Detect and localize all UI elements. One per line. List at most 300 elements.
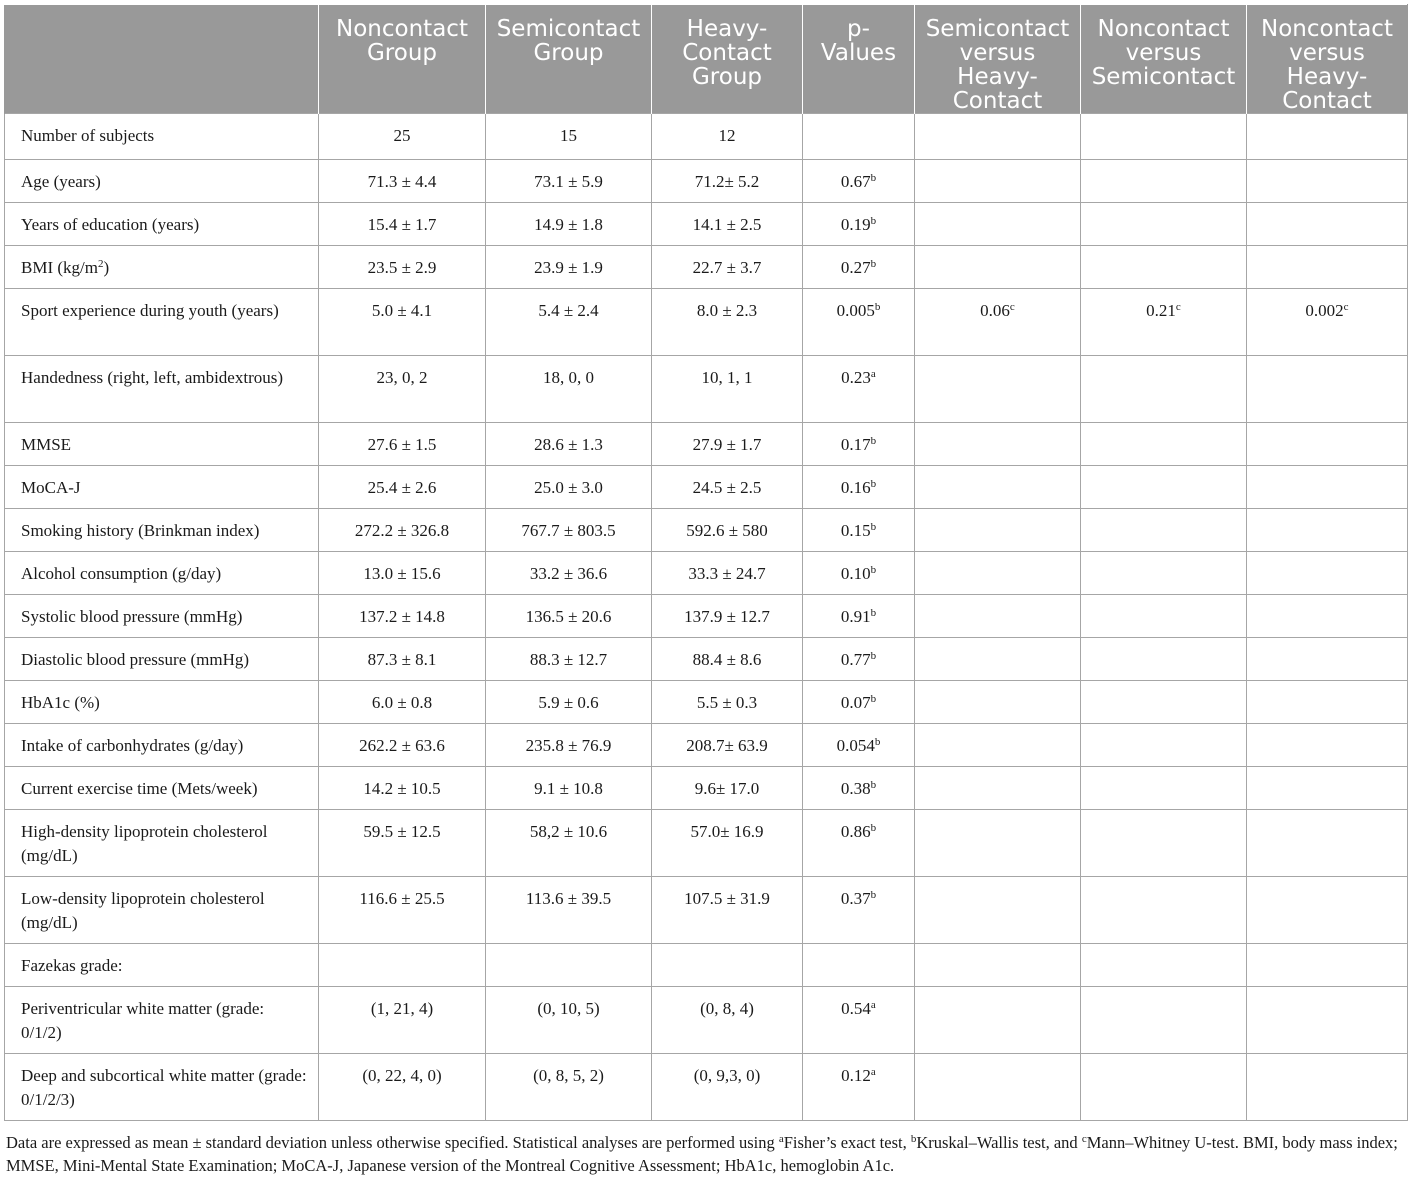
heavy-contact-cell (652, 203, 803, 246)
test-superscript: a (870, 368, 876, 380)
semi-vs-heavy-cell (915, 160, 1081, 203)
noncontact-cell (319, 944, 486, 987)
cell-value: 14.9 ± 1.8 (534, 215, 603, 234)
row-label-text: MoCA-J (21, 478, 81, 497)
cell-value: 5.9 ± 0.6 (538, 693, 599, 712)
table-row (5, 466, 1408, 509)
noncontact-cell (319, 810, 486, 877)
test-superscript: b (870, 478, 877, 490)
heavy-contact-cell (652, 246, 803, 289)
semi-vs-heavy-cell (915, 203, 1081, 246)
semicontact-cell (486, 944, 652, 987)
noncontact-cell (319, 767, 486, 810)
test-superscript: b (870, 258, 877, 270)
non-vs-heavy-cell (1247, 203, 1408, 246)
row-label (5, 246, 319, 289)
cell-value: 137.2 ± 14.8 (359, 607, 445, 626)
row-label (5, 944, 319, 987)
non-vs-semi-cell (1081, 724, 1247, 767)
cell-value: 0.91 (840, 607, 871, 626)
semi-vs-heavy-cell (915, 767, 1081, 810)
cell-value: 71.3 ± 4.4 (367, 172, 437, 191)
semicontact-cell (486, 877, 652, 944)
heavy-contact-cell (652, 509, 803, 552)
cell-value: 25.0 ± 3.0 (534, 478, 603, 497)
non-vs-semi-cell (1081, 289, 1247, 356)
cell-value: 0.38 (840, 779, 871, 798)
semicontact-cell (486, 246, 652, 289)
header-line: Noncontact (1261, 16, 1393, 42)
cell-value: 0.86 (840, 822, 871, 841)
non-vs-semi-cell (1081, 877, 1247, 944)
row-label-text: Fazekas grade: (21, 956, 123, 975)
noncontact-cell (319, 114, 486, 160)
test-superscript: b (870, 215, 877, 227)
noncontact-cell (319, 466, 486, 509)
cell-value: 73.1 ± 5.9 (534, 172, 603, 191)
cell-value: 87.3 ± 8.1 (367, 650, 437, 669)
p-value-cell (803, 987, 915, 1054)
noncontact-cell (319, 1054, 486, 1121)
header-line: Heavy- (957, 64, 1038, 90)
noncontact-cell (319, 552, 486, 595)
cell-value: 272.2 ± 326.8 (354, 521, 450, 540)
noncontact-cell (319, 724, 486, 767)
cell-value: 0.67 (840, 172, 871, 191)
cell-value: 88.3 ± 12.7 (529, 650, 608, 669)
cell-value: 116.6 ± 25.5 (359, 889, 445, 908)
non-vs-heavy-cell (1247, 356, 1408, 423)
cell-value: 24.5 ± 2.5 (692, 478, 762, 497)
row-label (5, 638, 319, 681)
cell-value: 0.054 (836, 736, 875, 755)
cell-value: (0, 8, 4) (700, 999, 754, 1018)
row-label (5, 466, 319, 509)
header-line: versus (1125, 40, 1202, 66)
test-superscript: b (870, 779, 877, 791)
cell-value: 136.5 ± 20.6 (525, 607, 612, 626)
row-label-text: Deep and subcortical white matter (grade: 0/1/2/3) (21, 1066, 307, 1109)
heavy-contact-cell (652, 552, 803, 595)
heavy-contact-cell (652, 724, 803, 767)
semi-vs-heavy-cell (915, 1054, 1081, 1121)
table-row (5, 356, 1408, 423)
semicontact-cell (486, 638, 652, 681)
non-vs-heavy-cell (1247, 681, 1408, 724)
header-non-vs-heavy (1247, 5, 1408, 114)
semi-vs-heavy-cell (915, 810, 1081, 877)
table-row (5, 1054, 1408, 1121)
cell-value: 22.7 ± 3.7 (692, 258, 762, 277)
header-line: Group (366, 40, 438, 66)
test-superscript: b (870, 693, 877, 705)
cell-value: 88.4 ± 8.6 (692, 650, 762, 669)
heavy-contact-cell (652, 638, 803, 681)
semi-vs-heavy-cell (915, 114, 1081, 160)
p-value-cell (803, 1054, 915, 1121)
table-row (5, 767, 1408, 810)
header-heavy-contact (652, 5, 803, 114)
non-vs-semi-cell (1081, 552, 1247, 595)
row-label (5, 423, 319, 466)
non-vs-semi-cell (1081, 203, 1247, 246)
table-row (5, 810, 1408, 877)
heavy-contact-cell (652, 987, 803, 1054)
heavy-contact-cell (652, 160, 803, 203)
cell-value: 208.7± 63.9 (686, 736, 768, 755)
cell-value: 137.9 ± 12.7 (684, 607, 770, 626)
row-label-text: Systolic blood pressure (mmHg) (21, 607, 243, 626)
demographics-table (4, 4, 1408, 1121)
p-value-cell (803, 289, 915, 356)
cell-value: (0, 9,3, 0) (693, 1066, 761, 1085)
cell-value: 0.21 (1146, 301, 1176, 320)
header-line: Semicontact (1091, 64, 1236, 90)
non-vs-heavy-cell (1247, 246, 1408, 289)
semi-vs-heavy-cell (915, 987, 1081, 1054)
row-label (5, 114, 319, 160)
semicontact-cell (486, 767, 652, 810)
semicontact-cell (486, 810, 652, 877)
cell-value: 0.77 (840, 650, 871, 669)
heavy-contact-cell (652, 466, 803, 509)
table-row (5, 681, 1408, 724)
cell-value: 9.1 ± 10.8 (534, 779, 603, 798)
heavy-contact-cell (652, 944, 803, 987)
p-value-cell (803, 595, 915, 638)
non-vs-semi-cell (1081, 944, 1247, 987)
p-value-cell (803, 767, 915, 810)
cell-value: 0.15 (840, 521, 871, 540)
label-suffix: ) (103, 258, 110, 277)
header-semi-vs-heavy (915, 5, 1081, 114)
p-value-cell (803, 810, 915, 877)
header-semicontact (486, 5, 652, 114)
cell-value: 107.5 ± 31.9 (684, 889, 770, 908)
non-vs-heavy-cell (1247, 1054, 1408, 1121)
semicontact-cell (486, 552, 652, 595)
cell-value: 0.27 (840, 258, 871, 277)
label-superscript: 2 (97, 258, 104, 270)
non-vs-semi-cell (1081, 987, 1247, 1054)
non-vs-heavy-cell (1247, 423, 1408, 466)
row-label-text: Low-density lipoprotein cholesterol (mg/dL) (21, 889, 265, 932)
heavy-contact-cell (652, 877, 803, 944)
header-row (5, 5, 1408, 114)
test-superscript: c (1343, 301, 1349, 313)
semicontact-cell (486, 423, 652, 466)
test-superscript: b (870, 889, 877, 901)
non-vs-semi-cell (1081, 810, 1247, 877)
cell-value: 8.0 ± 2.3 (696, 301, 758, 320)
cell-value: 14.2 ± 10.5 (363, 779, 441, 798)
row-label-text: Number of subjects (21, 126, 155, 145)
heavy-contact-cell (652, 356, 803, 423)
test-superscript: c (1175, 301, 1181, 313)
table-row (5, 114, 1408, 160)
row-label (5, 877, 319, 944)
header-line: p- (847, 16, 870, 42)
p-value-cell (803, 160, 915, 203)
p-value-cell (803, 552, 915, 595)
p-value-cell (803, 724, 915, 767)
test-superscript: b (874, 736, 881, 748)
noncontact-cell (319, 638, 486, 681)
cell-value: 0.19 (840, 215, 871, 234)
cell-value: (0, 8, 5, 2) (533, 1066, 604, 1085)
row-label (5, 681, 319, 724)
test-superscript: a (870, 1066, 876, 1078)
noncontact-cell (319, 289, 486, 356)
header-line: Noncontact (336, 16, 468, 42)
semicontact-cell (486, 595, 652, 638)
semi-vs-heavy-cell (915, 638, 1081, 681)
p-value-cell (803, 246, 915, 289)
table-row (5, 944, 1408, 987)
noncontact-cell (319, 681, 486, 724)
cell-value: 25.4 ± 2.6 (367, 478, 437, 497)
cell-value: 0.002 (1305, 301, 1344, 320)
noncontact-cell (319, 356, 486, 423)
non-vs-semi-cell (1081, 767, 1247, 810)
cell-value: 59.5 ± 12.5 (363, 822, 441, 841)
cell-value: 15.4 ± 1.7 (367, 215, 437, 234)
header-line: Noncontact (1097, 16, 1230, 42)
test-superscript: b (870, 564, 877, 576)
row-label-text: BMI (kg/m (21, 258, 98, 277)
semicontact-cell (486, 160, 652, 203)
non-vs-semi-cell (1081, 246, 1247, 289)
p-value-cell (803, 114, 915, 160)
header-line: Semicontact (496, 16, 641, 42)
noncontact-cell (319, 203, 486, 246)
semicontact-cell (486, 1054, 652, 1121)
header-non-vs-semi (1081, 5, 1247, 114)
cell-value: 12 (718, 126, 736, 145)
noncontact-cell (319, 246, 486, 289)
semi-vs-heavy-cell (915, 246, 1081, 289)
cell-value: 0.17 (840, 435, 871, 454)
footnote-text: Fisher’s exact test, (783, 1133, 911, 1152)
table-row (5, 160, 1408, 203)
header-line: Group (691, 64, 763, 90)
table-row (5, 203, 1408, 246)
heavy-contact-cell (652, 767, 803, 810)
cell-value: 58,2 ± 10.6 (529, 822, 608, 841)
p-value-cell (803, 944, 915, 987)
non-vs-heavy-cell (1247, 552, 1408, 595)
row-label-text: Current exercise time (Mets/week) (21, 779, 258, 798)
non-vs-heavy-cell (1247, 810, 1408, 877)
non-vs-semi-cell (1081, 423, 1247, 466)
cell-value: (0, 10, 5) (537, 999, 600, 1018)
header-line: Contact (952, 88, 1043, 114)
table-row (5, 246, 1408, 289)
heavy-contact-cell (652, 114, 803, 160)
header-noncontact (319, 5, 486, 114)
footnote-sup-a: a (778, 1133, 784, 1145)
semicontact-cell (486, 466, 652, 509)
semi-vs-heavy-cell (915, 595, 1081, 638)
row-label (5, 203, 319, 246)
row-label-text: MMSE (21, 435, 72, 454)
cell-value: 5.0 ± 4.1 (371, 301, 433, 320)
header-line: Heavy- (686, 16, 768, 42)
heavy-contact-cell (652, 289, 803, 356)
heavy-contact-cell (652, 681, 803, 724)
row-label-text: HbA1c (%) (21, 693, 100, 712)
heavy-contact-cell (652, 595, 803, 638)
test-superscript: b (870, 172, 877, 184)
cell-value: 23.5 ± 2.9 (367, 258, 437, 277)
row-label (5, 595, 319, 638)
semi-vs-heavy-cell (915, 423, 1081, 466)
row-label-text: Handedness (right, left, ambidextrous) (21, 368, 284, 387)
semicontact-cell (486, 509, 652, 552)
table-row (5, 638, 1408, 681)
cell-value: (0, 22, 4, 0) (362, 1066, 442, 1085)
cell-value: 0.06 (980, 301, 1010, 320)
semicontact-cell (486, 203, 652, 246)
non-vs-heavy-cell (1247, 595, 1408, 638)
row-label (5, 509, 319, 552)
table-row (5, 987, 1408, 1054)
cell-value: 6.0 ± 0.8 (371, 693, 433, 712)
noncontact-cell (319, 509, 486, 552)
table-row (5, 289, 1408, 356)
header-line: Values (820, 40, 897, 66)
cell-value: 27.9 ± 1.7 (692, 435, 762, 454)
header-line: Semicontact (925, 16, 1070, 42)
cell-value: 33.3 ± 24.7 (688, 564, 766, 583)
row-label-text: High-density lipoprotein cholesterol (mg/dL) (21, 822, 268, 865)
row-label-text: Years of education (years) (21, 215, 200, 234)
cell-value: 0.23 (841, 368, 871, 387)
noncontact-cell (319, 877, 486, 944)
test-superscript: c (1009, 301, 1015, 313)
footnote-text: Mann–Whitney U-test. BMI, body mass index; MMSE, Mini-Mental State Examination; MoCA-J, Japanese version of the Montreal Cognitive Assessment; HbA1c, hemoglobin A1c. (6, 1133, 1398, 1175)
non-vs-heavy-cell (1247, 509, 1408, 552)
footnote-sup-c: c (1081, 1133, 1087, 1145)
cell-value: 262.2 ± 63.6 (359, 736, 445, 755)
row-label (5, 160, 319, 203)
semicontact-cell (486, 114, 652, 160)
semicontact-cell (486, 289, 652, 356)
test-superscript: b (870, 822, 877, 834)
non-vs-semi-cell (1081, 160, 1247, 203)
noncontact-cell (319, 423, 486, 466)
test-superscript: b (874, 301, 881, 313)
row-label (5, 767, 319, 810)
non-vs-heavy-cell (1247, 724, 1408, 767)
non-vs-heavy-cell (1247, 466, 1408, 509)
cell-value: 33.2 ± 36.6 (529, 564, 608, 583)
cell-value: 23, 0, 2 (376, 368, 428, 387)
table-row (5, 877, 1408, 944)
header-blank (5, 5, 319, 114)
test-superscript: b (870, 435, 877, 447)
non-vs-semi-cell (1081, 509, 1247, 552)
row-label-text: Age (years) (21, 172, 101, 191)
row-label (5, 987, 319, 1054)
cell-value: 592.6 ± 580 (686, 521, 768, 540)
row-label-text: Alcohol consumption (g/day) (21, 564, 222, 583)
test-superscript: a (870, 999, 876, 1011)
cell-value: 27.6 ± 1.5 (367, 435, 437, 454)
cell-value: 25 (393, 126, 411, 145)
cell-value: 767.7 ± 803.5 (521, 521, 616, 540)
row-label (5, 289, 319, 356)
footnote-text: Kruskal–Wallis test, and (916, 1133, 1082, 1152)
p-value-cell (803, 681, 915, 724)
test-superscript: b (870, 650, 877, 662)
header-line: versus (959, 40, 1036, 66)
row-label (5, 810, 319, 877)
row-label-text: Sport experience during youth (years) (21, 301, 279, 320)
table-row (5, 423, 1408, 466)
p-value-cell (803, 356, 915, 423)
non-vs-heavy-cell (1247, 289, 1408, 356)
semicontact-cell (486, 724, 652, 767)
non-vs-semi-cell (1081, 466, 1247, 509)
cell-value: 5.5 ± 0.3 (696, 693, 758, 712)
non-vs-heavy-cell (1247, 114, 1408, 160)
row-label (5, 552, 319, 595)
cell-value: 18, 0, 0 (543, 368, 594, 387)
table-body (5, 114, 1408, 1121)
header-line: Group (533, 40, 604, 66)
cell-value: 0.37 (840, 889, 871, 908)
non-vs-heavy-cell (1247, 160, 1408, 203)
semicontact-cell (486, 356, 652, 423)
row-label (5, 724, 319, 767)
heavy-contact-cell (652, 1054, 803, 1121)
footnote-sup-b: b (910, 1133, 917, 1145)
p-value-cell (803, 423, 915, 466)
non-vs-semi-cell (1081, 681, 1247, 724)
cell-value: 71.2± 5.2 (694, 172, 760, 191)
semicontact-cell (486, 681, 652, 724)
footnote-text: Data are expressed as mean ± standard deviation unless otherwise specified. Statistical analyses are performed using (6, 1133, 779, 1152)
p-value-cell (803, 203, 915, 246)
row-label (5, 356, 319, 423)
row-label-text: Intake of carbonhydrates (g/day) (21, 736, 244, 755)
table-row (5, 724, 1408, 767)
p-value-cell (803, 638, 915, 681)
cell-value: 0.07 (840, 693, 871, 712)
non-vs-semi-cell (1081, 595, 1247, 638)
table-row (5, 595, 1408, 638)
non-vs-heavy-cell (1247, 987, 1408, 1054)
cell-value: 23.9 ± 1.9 (534, 258, 603, 277)
cell-value: 113.6 ± 39.5 (525, 889, 612, 908)
non-vs-heavy-cell (1247, 767, 1408, 810)
cell-value: 14.1 ± 2.5 (692, 215, 762, 234)
heavy-contact-cell (652, 810, 803, 877)
row-label-text: Diastolic blood pressure (mmHg) (21, 650, 250, 669)
noncontact-cell (319, 595, 486, 638)
cell-value: 13.0 ± 15.6 (363, 564, 441, 583)
p-value-cell (803, 877, 915, 944)
semi-vs-heavy-cell (915, 356, 1081, 423)
row-label (5, 1054, 319, 1121)
cell-value: (1, 21, 4) (370, 999, 434, 1018)
non-vs-heavy-cell (1247, 877, 1408, 944)
table-footnote (4, 1131, 1407, 1177)
non-vs-heavy-cell (1247, 638, 1408, 681)
header-line: Contact (682, 40, 772, 66)
semi-vs-heavy-cell (915, 724, 1081, 767)
